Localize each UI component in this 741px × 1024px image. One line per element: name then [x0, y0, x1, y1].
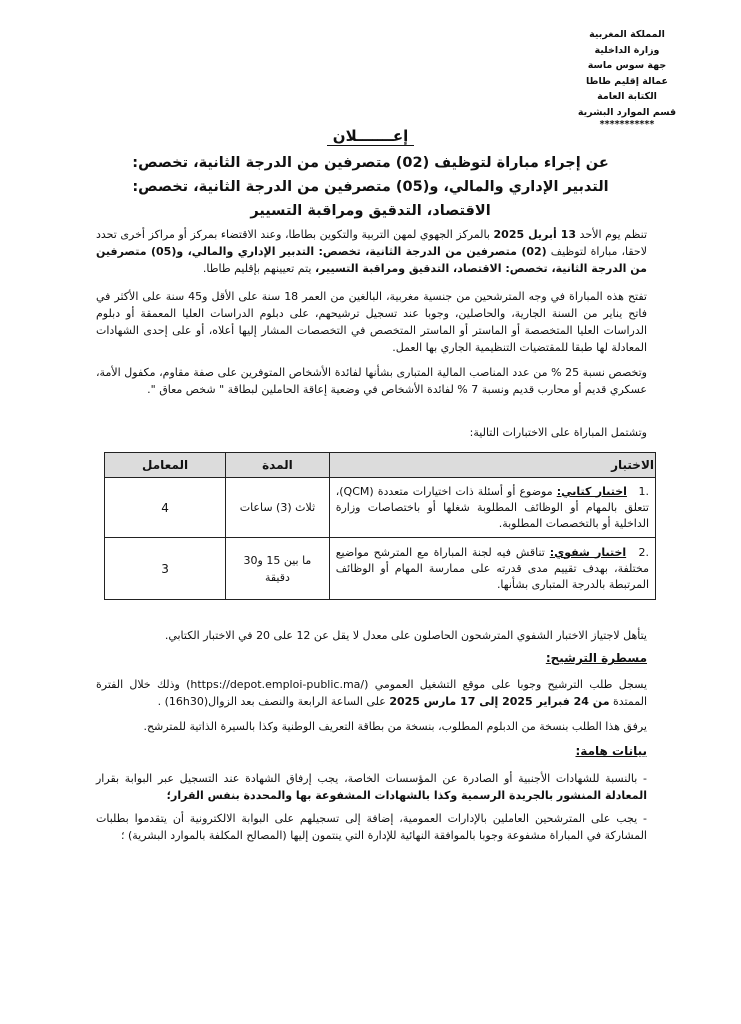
header-duration: المدة	[226, 453, 330, 478]
tests-intro: وتشتمل المباراة على الاختبارات التالية:	[469, 426, 647, 439]
letterhead-line: جهة سوس ماسة	[587, 60, 667, 71]
letterhead-line: عمالة إقليم طاطا	[585, 75, 669, 87]
letterhead-stars: ***********	[599, 119, 655, 130]
test-cell: .2 اختبار شفوي: تناقش فيه لجنة المباراة مع المترشح مواضيع مختلفة، بهدف تقييم مدى قدرته على ممارسة المهام أو الوظائف المرتبطة بالدرجة المتبارى بشأنها.	[329, 538, 655, 600]
duration-cell: ثلاث (3) ساعات	[226, 478, 330, 538]
test-cell: .1 اختبار كتابي: موضوع أو أسئلة ذات اختيارات متعددة (QCM)، تتعلق بالمهام أو الوظائف المطلوبة شغلها أو باختصاصات وزارة الداخلية أو بالتخصصات المطلوبة.	[329, 478, 655, 538]
letterhead-line: المملكة المغربية	[589, 29, 665, 40]
notes-heading: بيانات هامة:	[575, 744, 647, 758]
letterhead	[547, 27, 707, 130]
quota-paragraph: وتخصص نسبة 25 % من عدد المناصب المالية المتبارى بشأنها لفائدة الأشخاص المتوفرين على صفة مقاوم، مكفول الأمة، عسكري قديم أو محارب قديم ونسبة 7 % لفائدة الأشخاص في وضعية إعاقة الحاملين لبطاقة " شخص معاق ".	[96, 366, 647, 396]
procedure-paragraph: يسجل طلب الترشيح وجوبا على موقع التشغيل العمومي (https://depot.emploi-public.ma/) وذلك خلال الفترة الممتدة من 24 فبراير 2025 إلى 17 مارس 2025 على الساعة الرابعة والنصف بعد الزوال(16h30) .	[96, 678, 648, 708]
attachments-paragraph: يرفق هذا الطلب بنسخة من الدبلوم المطلوب، بنسخة من بطاقة التعريف الوطنية وكذا بالسيرة الذاتية للمترشح.	[143, 720, 647, 733]
header-coefficient: المعامل	[105, 453, 226, 478]
header-test: الاختبار	[329, 453, 655, 478]
announcement-title: إعـــــــلان	[0, 127, 741, 145]
procedure-heading: مسطرة الترشيح:	[545, 651, 647, 665]
table-row	[105, 538, 656, 600]
announcement-subject: عن إجراء مباراة لتوظيف (02) متصرفين من الدرجة الثانية، تخصص: التدبير الإداري والمالي، و(05) متصرفين من الدرجة الثانية، تخصص: الاقتصاد، التدقيق ومراقبة التسيير	[132, 155, 609, 219]
duration-cell: ما بين 15 و30 دقيقة	[226, 538, 330, 600]
note-public-employees: - يجب على المترشحين العاملين بالإدارات العمومية، إضافة إلى تسجيلهم على البوابة الالكترونية أن يتقدموا بطلبات المشاركة في المباراة مشفوعة وجوبا بالموافقة النهائية للإدارة التي ينتمون إليها (المصالح المكلفة بالموارد البشرية) ؛	[96, 812, 647, 842]
portal-url: (https://depot.emploi-public.ma/)	[186, 678, 369, 691]
letterhead-line: وزارة الداخلية	[594, 44, 660, 56]
table-header-row	[105, 453, 656, 478]
eligibility-paragraph: تفتح هذه المباراة في وجه المترشحين من جنسية مغربية، البالغين من العمر 18 سنة على الأقل و45 سنة على الأكثر في فاتح يناير من السنة الجارية، والحاصلين، وجوبا عند تسجيل ترشيحهم، على دبلوم الدراسات العليا المعمقة أو دبلوم الدراسات العليا المتخصصة أو الماستر أو الماستر المتخصص في التخصصات المشار إليها أعلاه، أو على إحدى الشهادات المعادلة لها طبقا للمقتضيات التنظيمية الجاري بها العمل.	[96, 290, 647, 354]
coefficient-cell: 3	[105, 538, 226, 600]
coefficient-cell: 4	[105, 478, 226, 538]
letterhead-line: الكتابة العامة	[597, 91, 657, 102]
note-foreign-degrees: - بالنسبة للشهادات الأجنبية أو الصادرة عن المؤسسات الخاصة، يجب إرفاق الشهادة عند التسجيل عبر البوابة بقرار المعادلة المنشور بالجريدة الرسمية وكذا بالشهادات المشفوعة بها والمحددة بنفس القرار؛	[96, 772, 647, 802]
intro-paragraph: تنظم يوم الأحد 13 أبريل 2025 بالمركز الجهوي لمهن التربية والتكوين بطاطا، وعند الاقتضاء بمركز أو مراكز أخرى تحدد لاحقا، مباراة لتوظيف (02) متصرفين من الدرجة الثانية، تخصص: التدبير الإداري والمالي، و(05) متصرفين من الدرجة الثانية، تخصص: الاقتصاد، التدقيق ومراقبة التسيير، يتم تعيينهم بإقليم طاطا.	[96, 228, 648, 275]
table-row	[105, 478, 656, 538]
letterhead-line: قسم الموارد البشرية	[577, 106, 677, 118]
oral-condition: يتأهل لاجتياز الاختبار الشفوي المترشحون الحاصلون على معدل لا يقل عن 12 على 20 في الاختبار الكتابي.	[164, 629, 647, 642]
exams-table	[104, 452, 656, 600]
